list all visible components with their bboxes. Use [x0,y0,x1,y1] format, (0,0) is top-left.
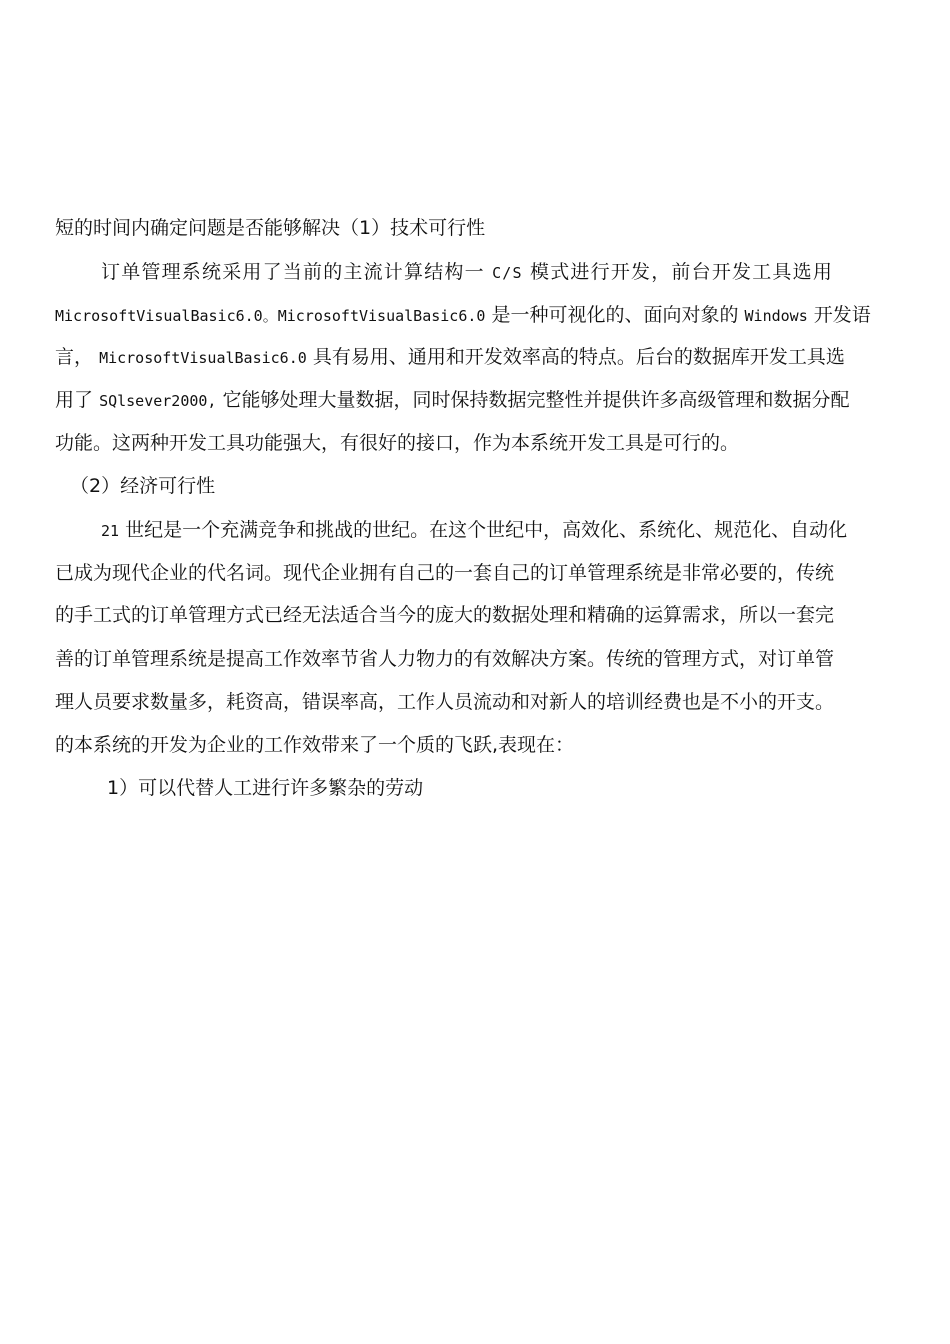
text-line [101,258,915,286]
text-run: 用了 [55,389,94,411]
text-run: 理人员要求数量多，耗资高，错误率高，工作人员流动和对新人的培训经费也是不小的开支。 [55,691,835,713]
text-run: 是一种可视化的、面向对象的 [491,304,739,326]
text-run: 世纪是一个充满竞争和挑战的世纪。在这个世纪中，高效化、系统化、规范化、自动化 [125,519,848,541]
text-run: 言， [55,346,94,368]
text-run: 的本系统的开发为企业的工作效带来了一个质的飞跃,表现在： [55,734,575,756]
text-run-latin: MicrosoftVisualBasic6.0 [99,349,307,367]
text-run: 1）可以代替人工进行许多繁杂的劳动 [107,777,424,799]
text-run: 模式进行开发，前台开发工具选用 [530,261,834,283]
text-run: 开发语 [813,304,871,326]
text-run: 短的时间内确定问题是否能够解决（1）技术可行性 [55,217,486,239]
text-run-latin: Windows [744,307,808,325]
text-run: 善的订单管理系统是提高工作效率节省人力物力的有效解决方案。传统的管理方式，对订单管 [55,648,835,670]
text-line [55,559,915,587]
text-line [55,429,915,457]
text-line [101,516,915,544]
text-line [55,601,915,629]
text-run: 订单管理系统采用了当前的主流计算结构一 [101,261,485,283]
text-line [55,301,915,329]
text-run: （2）经济可行性 [70,475,216,497]
text-run: 的手工式的订单管理方式已经无法适合当今的庞大的数据处理和精确的运算需求，所以一套完 [55,604,835,626]
text-run: 具有易用、通用和开发效率高的特点。后台的数据库开发工具选 [312,346,845,368]
text-run-latin: MicrosoftVisualBasic6.0。MicrosoftVisualBasic6.0 [55,307,486,325]
text-run: 它能够处理大量数据，同时保持数据完整性并提供许多高级管理和数据分配 [222,389,850,411]
list-item [107,774,915,802]
text-run-latin: SQlsever2000, [99,392,217,410]
text-run: 已成为现代企业的代名词。现代企业拥有自己的一套自己的订单管理系统是非常必要的，传统 [55,562,835,584]
text-line [55,214,915,242]
text-run-latin: C/S [492,264,523,282]
text-line [55,645,915,673]
text-run-latin: 21 [101,522,120,540]
section-heading [70,472,915,500]
text-line [55,731,915,759]
text-line [55,386,915,414]
text-line [55,343,915,371]
text-line [55,688,915,716]
text-run: 功能。这两种开发工具功能强大，有很好的接口，作为本系统开发工具是可行的。 [55,432,740,454]
